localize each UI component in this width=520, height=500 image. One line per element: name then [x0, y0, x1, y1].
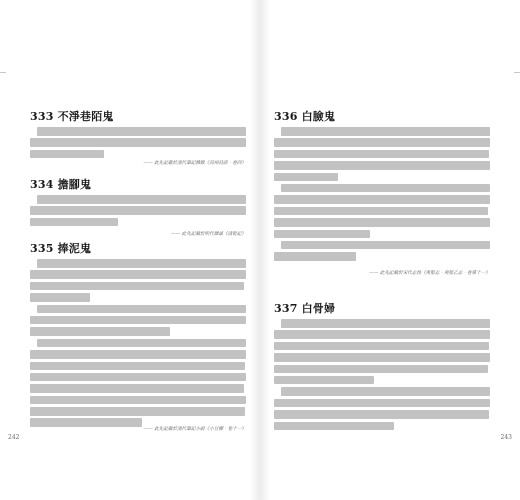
- text-line: [30, 293, 90, 302]
- text-line: [37, 127, 246, 136]
- text-line: [274, 218, 490, 227]
- section-body: [274, 319, 490, 433]
- section-source: —— 此先記載於明代雜談《清乾記》: [171, 232, 246, 237]
- section-body: [274, 127, 490, 264]
- text-line: [274, 207, 488, 216]
- text-line: [274, 195, 490, 204]
- text-line: [37, 339, 246, 348]
- text-line: [274, 353, 490, 362]
- left-edge-mark: [0, 72, 6, 73]
- section-source: —— 此先記載於清代筆記雜錄《涼州詩話‧卷四》: [143, 161, 246, 166]
- text-line: [30, 138, 246, 147]
- text-line: [274, 410, 489, 419]
- text-line: [274, 342, 489, 351]
- text-line: [274, 138, 490, 147]
- section-title: 333 不淨巷陌鬼: [30, 110, 114, 123]
- left-page: [8, 0, 246, 500]
- text-line: [274, 399, 490, 408]
- text-line: [274, 365, 488, 374]
- right-edge-mark: [514, 72, 520, 73]
- text-line: [30, 407, 245, 416]
- text-line: [281, 241, 490, 250]
- text-line: [274, 422, 394, 431]
- text-line: [30, 218, 118, 227]
- right-page: [274, 0, 512, 500]
- text-line: [37, 195, 246, 204]
- text-line: [30, 282, 244, 291]
- section-title: 336 白臉鬼: [274, 110, 336, 123]
- section-body: [30, 127, 246, 161]
- text-line: [274, 330, 490, 339]
- text-line: [274, 161, 490, 170]
- text-line: [281, 127, 490, 136]
- section-body: [30, 195, 246, 229]
- text-line: [30, 327, 170, 336]
- text-line: [30, 350, 246, 359]
- text-line: [30, 150, 104, 159]
- section-body: [30, 259, 246, 430]
- text-line: [281, 319, 490, 328]
- page-number: 242: [8, 434, 20, 441]
- text-line: [30, 418, 142, 427]
- text-line: [30, 384, 244, 393]
- text-line: [30, 206, 246, 215]
- text-line: [274, 376, 374, 385]
- section-source: —— 此先記載於清代筆記小說《小豆棚‧卷十一》: [143, 427, 246, 432]
- section-title: 334 擔腳鬼: [30, 178, 92, 191]
- text-line: [274, 173, 338, 182]
- text-line: [274, 230, 370, 239]
- text-line: [30, 396, 246, 405]
- text-line: [37, 305, 246, 314]
- section-title: 337 白骨婦: [274, 302, 336, 315]
- section-title: 335 捧泥鬼: [30, 242, 92, 255]
- section-source: —— 此先記載於宋代志怪《夷堅志‧夷堅乙志‧卷第十一》: [369, 271, 490, 276]
- text-line: [30, 362, 245, 371]
- text-line: [274, 252, 356, 261]
- text-line: [30, 373, 246, 382]
- text-line: [37, 259, 246, 268]
- page-number: 243: [500, 434, 512, 441]
- text-line: [274, 150, 489, 159]
- text-line: [30, 270, 246, 279]
- text-line: [281, 387, 490, 396]
- text-line: [281, 184, 490, 193]
- text-line: [30, 316, 246, 325]
